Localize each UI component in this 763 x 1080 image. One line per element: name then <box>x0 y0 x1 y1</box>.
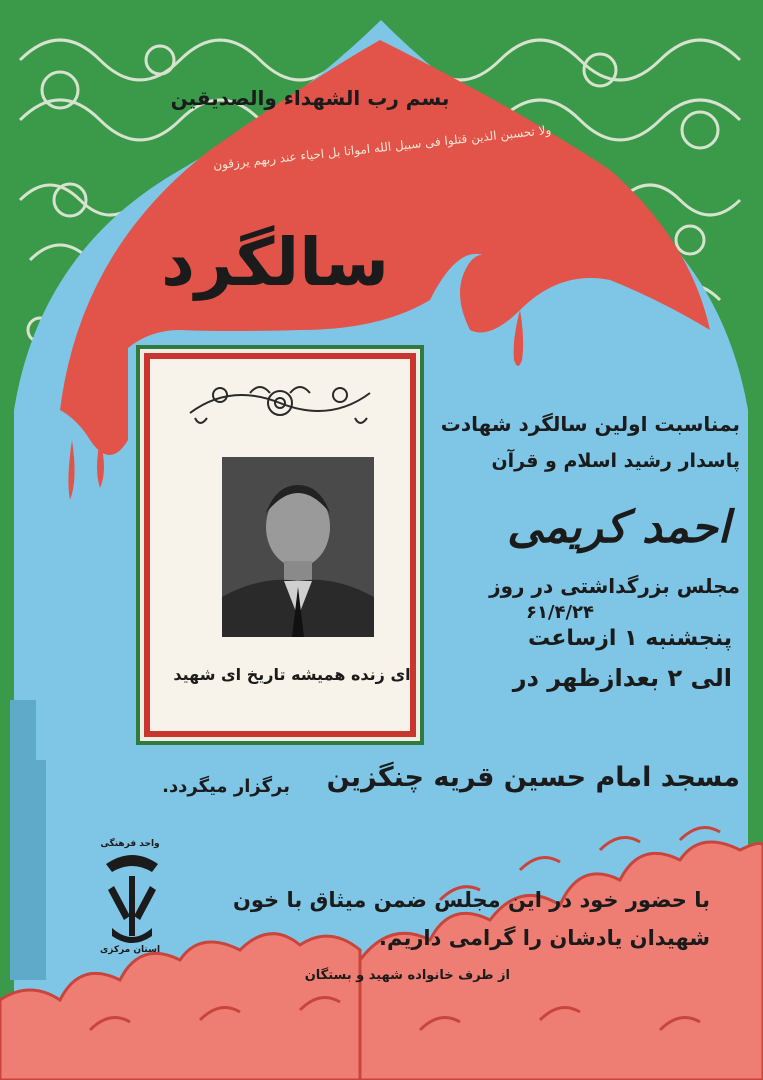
closing-line-2: شهیدان یادشان را گرامی داریم. <box>379 926 710 950</box>
photo-caption: ای زنده همیشه تاریخ ای شهید <box>173 665 411 684</box>
ceremony-location: مسجد امام حسین قریه چنگزین <box>326 762 740 793</box>
floral-ornament-icon <box>180 373 380 433</box>
martyr-portrait <box>222 457 374 637</box>
organization-emblem-icon <box>96 836 168 956</box>
logo-bottom-text: استان مرکزی <box>99 945 161 955</box>
announcement-line-4: مجلس بزرگداشتی در روز <box>489 574 740 598</box>
martyr-photo-frame <box>136 345 424 745</box>
ceremony-day-time: پنجشنبه ۱ ازساعت <box>528 626 732 651</box>
poster-title: سالگرد <box>161 224 389 301</box>
announcement-line-2: پاسدار رشید اسلام و قرآن <box>491 450 740 472</box>
signature-line: از طرف خانواده شهید و بستگان <box>304 968 510 983</box>
ceremony-time-end: الی ۲ بعدازظهر در <box>512 664 732 692</box>
invocation-heading: بسم رب الشهداء والصدیقین <box>170 86 450 110</box>
quran-verse: ولا تحسبن الذین قتلوا فی سبیل الله امواتا بل احیاء عند ربهم یرزقون <box>212 122 552 173</box>
held-text: برگزار میگردد. <box>162 776 290 797</box>
martyr-name: احمد کریمی <box>507 502 730 553</box>
closing-line-1: با حضور خود در این مجلس ضمن میثاق با خون <box>232 888 710 912</box>
photo-card <box>150 359 410 731</box>
ceremony-date: ۶۱/۴/۲۴ <box>525 602 595 623</box>
announcement-line-1: بمناسبت اولین سالگرد شهادت <box>440 412 740 436</box>
logo-top-text: واحد فرهنگی <box>100 839 160 849</box>
